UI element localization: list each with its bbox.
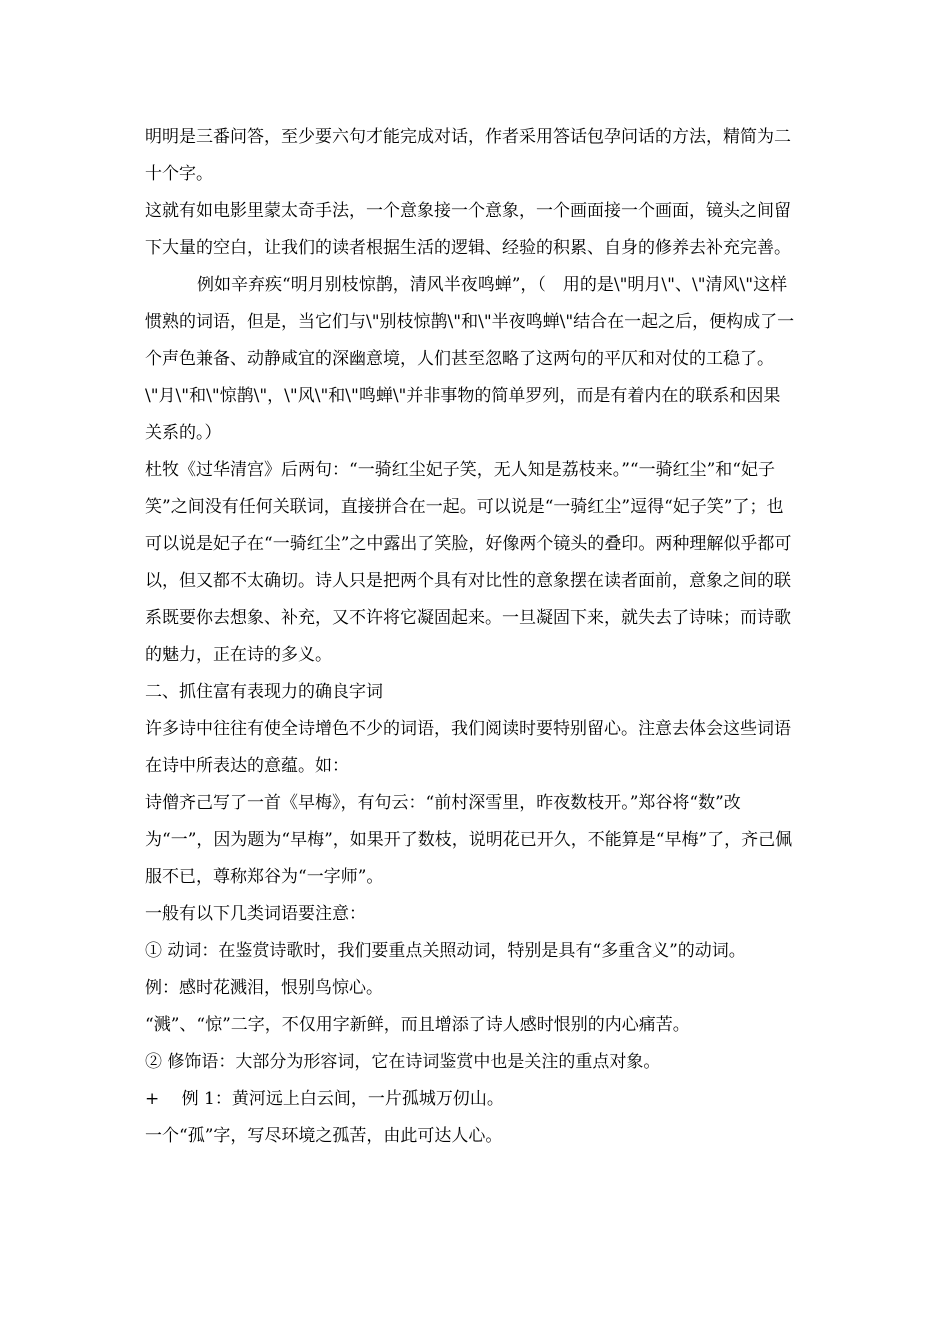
explanation-modifiers: 一个“孤”字，写尽环境之孤苦，由此可达人心。: [145, 1126, 503, 1146]
list-item-modifiers: ② 修饰语：大部分为形容词，它在诗词鉴赏中也是关注的重点对象。: [145, 1052, 661, 1072]
explanation-verbs: “溅”、“惊”二字，不仅用字新鲜，而且增添了诗人感时恨别的内心痛苦。: [145, 1015, 690, 1035]
list-item-verbs: ① 动词：在鉴赏诗歌时，我们要重点关照动词，特别是具有“多重含义”的动词。: [145, 941, 746, 961]
paragraph-dialogue-summary: 明明是三番问答，至少要六句才能完成对话，作者采用答话包孕问话的方法，精简为二十个字。: [145, 127, 791, 184]
paragraph-du-mu-example: 杜牧《过华清宫》后两句：“一骑红尘妃子笑，无人知是荔枝来。”“一骑红尘”和“妃子笑”之间没有任何关联词，直接拼合在一起。可以说是“一骑红尘”逗得“妃子笑”了；也可以说是妃子在“一骑红尘”之中露出了笑脸，好像两个镜头的叠印。两种理解似乎都可以，但又都不太确切。诗人只是把两个具有对比性的意象摆在读者面前，意象之间的联系既要你去想象、补充，又不许将它凝固起来。一旦凝固下来，就失去了诗味；而诗歌的魅力，正在诗的多义。: [145, 460, 792, 665]
paragraph-key-words: 许多诗中往往有使全诗增色不少的词语，我们阅读时要特别留心。注意去体会这些词语在诗中所表达的意蕴。如：: [145, 719, 791, 776]
example-modifiers: + 例 1：黄河远上白云间，一片孤城万仞山。: [145, 1089, 504, 1109]
paragraph-xin-qiji-example: 例如辛弃疾“明月别枝惊鹊，清风半夜鸣蝉”，（ 用的是\"明月\"、\"清风\"这样惯熟的词语，但是，当它们与\"别枝惊鹊\"和\"半夜鸣蝉\"结合在一起之后，便构成了一个声色兼备、动静咸宜的深幽意境，人们甚至忽略了这两句的平仄和对仗的工稳了。\"月\"和\"惊鹊\"，\"风\"和\"鸣蝉\"并非事物的简单罗列，而是有着内在的联系和因果关系的。）: [145, 275, 795, 443]
section-heading-two: 二、抓住富有表现力的确良字词: [145, 682, 383, 702]
paragraph-montage: 这就有如电影里蒙太奇手法，一个意象接一个意象，一个画面接一个画面，镜头之间留下大量的空白，让我们的读者根据生活的逻辑、经验的积累、自身的修养去补充完善。: [145, 201, 791, 258]
paragraph-early-plum: 诗僧齐己写了一首《早梅》，有句云：“前村深雪里，昨夜数枝开。”郑谷将“数”改为“一”，因为题为“早梅”，如果开了数枝，说明花已开久，不能算是“早梅”了，齐己佩服不已，尊称郑谷为“一字师”。: [145, 793, 793, 887]
document-body: [145, 119, 795, 1155]
example-verbs: 例：感时花溅泪，恨别鸟惊心。: [145, 978, 383, 998]
paragraph-word-types-intro: 一般有以下几类词语要注意：: [145, 904, 366, 924]
